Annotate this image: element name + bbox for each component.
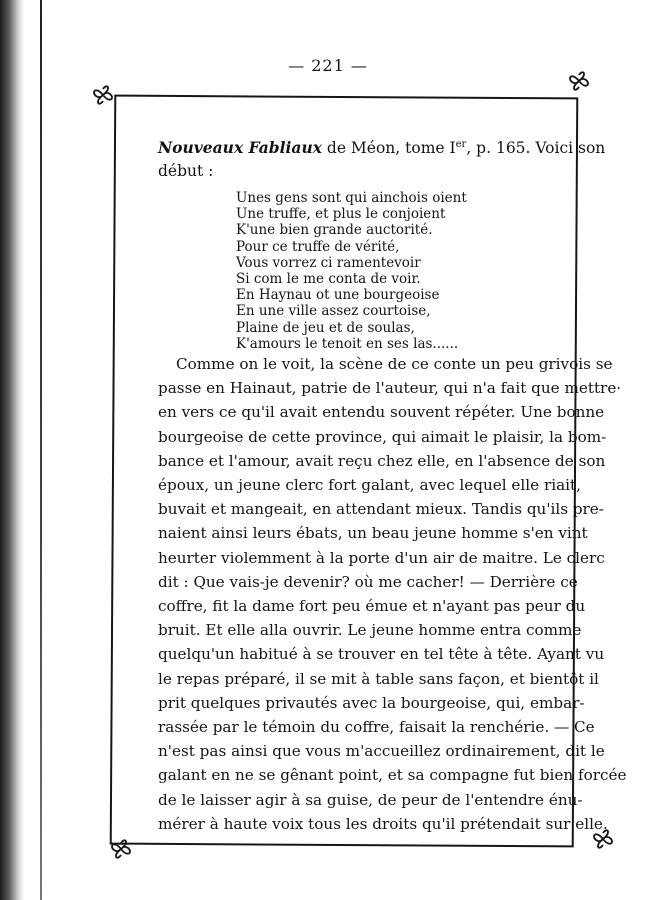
binding-edge-line (40, 0, 42, 900)
prose-line: galant en ne se gênant point, et sa compagne fut bien forcée (158, 766, 627, 785)
intro-reference (158, 133, 606, 183)
verse-line: Si com le me conta de voir. (236, 271, 421, 288)
prose-line: en vers ce qu'il avait entendu souvent répéter. Une bonne (158, 403, 605, 422)
binding-gutter-shadow (0, 0, 24, 900)
verse-line: En Haynau ot une bourgeoise (236, 287, 440, 304)
prose-line: époux, un jeune clerc fort galant, avec lequel elle riait, (158, 476, 581, 495)
verse-line: Pour ce truffe de vérité, (236, 238, 400, 255)
verse-line: Vous vorrez ci ramentevoir (236, 254, 421, 271)
prose-line: bance et l'amour, avait reçu chez elle, en l'absence de son (158, 451, 606, 470)
verse-line: En une ville assez courtoise, (236, 303, 431, 320)
verse-line: Plaine de jeu et de soulas, (236, 319, 415, 336)
verse-line: Une truffe, et plus le conjoient (236, 206, 446, 223)
prose-line: prit quelques privautés avec la bourgeoise, qui, embar- (158, 693, 585, 712)
prose-line: coffre, fit la dame fort peu émue et n'ayant pas peur du (158, 597, 586, 616)
curl-ornament-icon (90, 82, 116, 108)
prose-line: n'est pas ainsi que vous m'accueillez ordinairement, dit le (158, 742, 605, 761)
intro-line-1 (158, 133, 606, 160)
prose-line: passe en Hainaut, patrie de l'auteur, qui n'a fait que mettre· (158, 379, 622, 398)
prose-line: bourgeoise de cette province, qui aimait le plaisir, la bom- (158, 427, 607, 446)
work-title: Nouveaux Fabliaux (158, 138, 322, 158)
prose-line: buvait et mangeait, en attendant mieux. Tandis qu'ils pre- (158, 500, 604, 519)
prose-line: Comme on le voit, la scène de ce conte un peu grivois se (176, 355, 613, 373)
prose-line: de le laisser agir à sa guise, de peur de l'entendre énu- (158, 790, 583, 809)
page-number: — 221 — (288, 56, 368, 75)
prose-line: le repas préparé, il se mit à table sans façon, et bientôt il (158, 669, 599, 688)
intro-superscript: er (455, 139, 467, 150)
intro-page-ref: , p. 165. Voici son (466, 139, 606, 158)
verse-line: Unes gens sont qui ainchois oient (236, 190, 467, 206)
prose-line: quelqu'un habitué à se trouver en tel tête à tête. Ayant vu (158, 645, 605, 664)
verse-quotation (236, 190, 536, 352)
prose-line: heurter violemment à la porte d'un air de maitre. Le clerc (158, 548, 605, 567)
verse-line: K'amours le tenoit en ses las...... (236, 335, 459, 352)
intro-line-2: début : (158, 162, 214, 181)
prose-line: naient ainsi leurs ébats, un beau jeune homme s'en vint (158, 524, 588, 543)
curl-ornament-icon (108, 836, 134, 862)
prose-line: dit : Que vais-je devenir? où me cacher! — Derrière ce (158, 572, 578, 591)
prose-line: bruit. Et elle alla ouvrir. Le jeune homme entra comme (158, 621, 582, 640)
prose-line: mérer à haute voix tous les droits qu'il prétendait sur elle. (158, 814, 608, 833)
verse-line: K'une bien grande auctorité. (236, 222, 433, 239)
intro-author-text: de Méon, tome I (321, 139, 456, 158)
curl-ornament-icon (566, 68, 592, 94)
prose-paragraph (158, 352, 627, 836)
prose-line: rassée par le témoin du coffre, faisait la renchérie. — Ce (158, 718, 595, 737)
